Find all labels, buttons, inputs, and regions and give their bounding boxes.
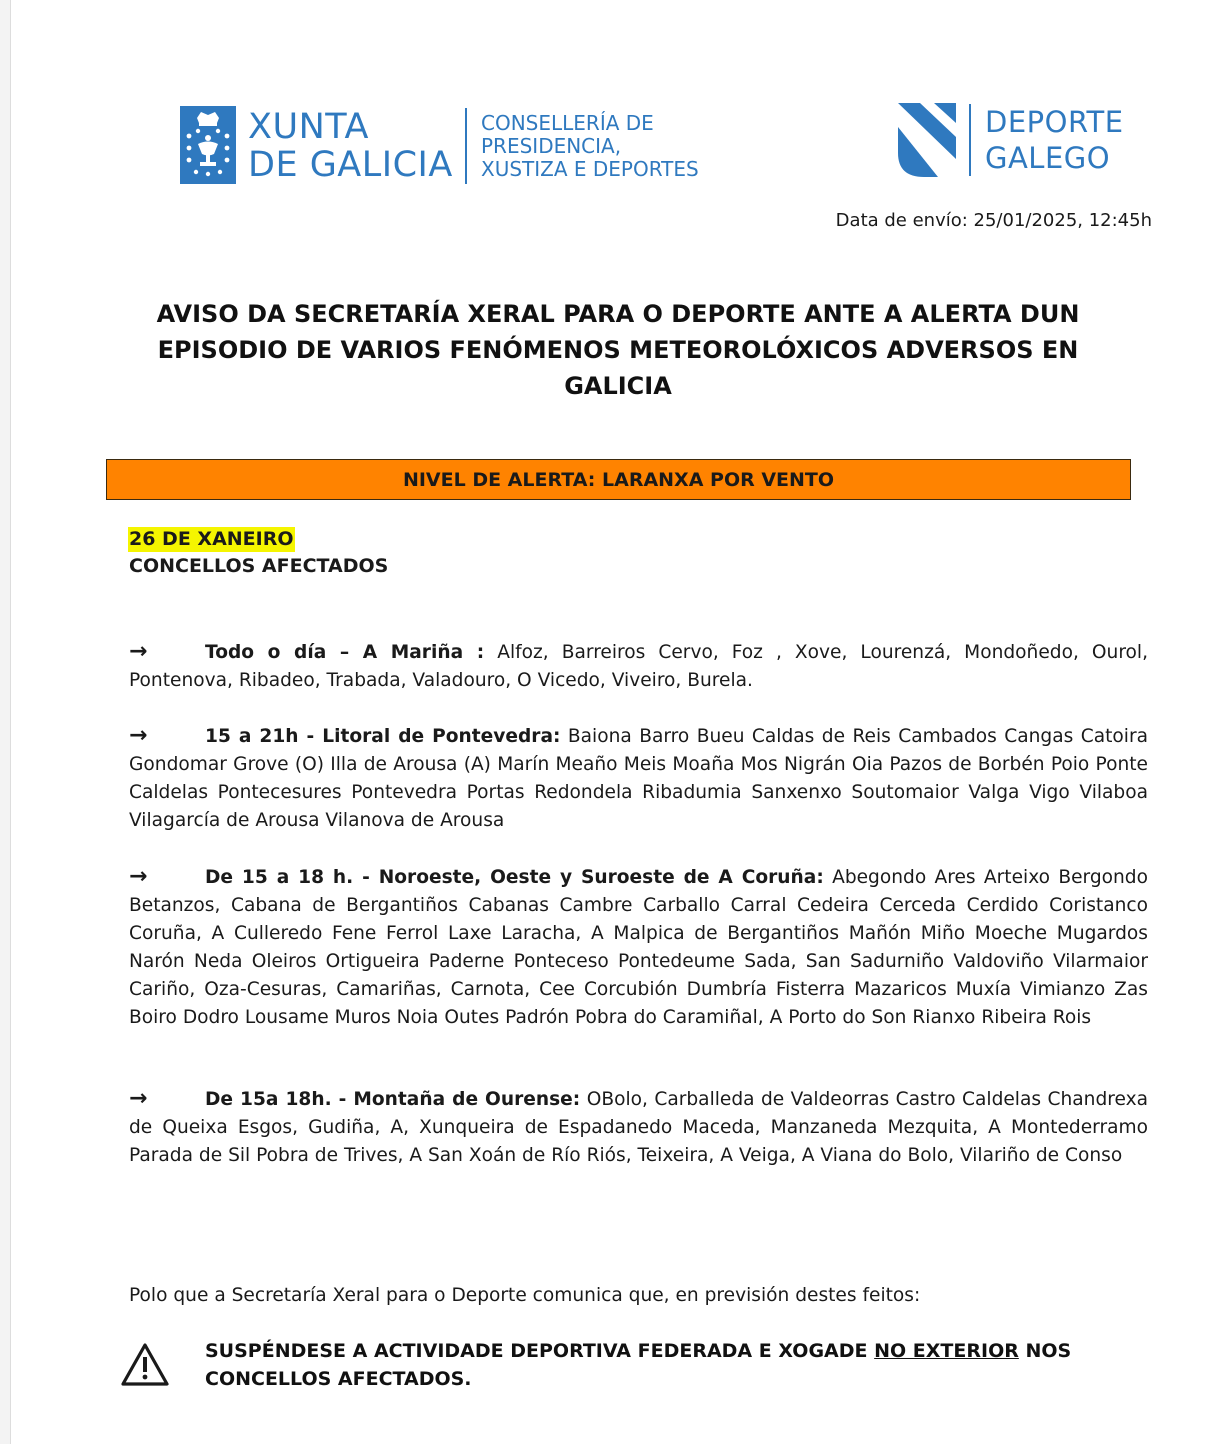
- suspension-notice: [205, 1337, 1105, 1393]
- affected-councils-heading: CONCELLOS AFECTADOS: [129, 555, 389, 577]
- closing-statement: Polo que a Secretaría Xeral para o Deporte comunica que, en previsión destes feitos:: [129, 1285, 921, 1306]
- zone-towns: Abegondo Ares Arteixo Bergondo Betanzos, Cabana de Bergantiños Cabanas Cambre Carballo Carral Cedeira Cerceda Cerdido Coristanco Coruña, A Culleredo Fene Ferrol Laxe Laracha, A Malpica de Bergantiños Mañón Miño Moeche Mugardos Narón Neda Oleiros Ortigueira Paderne Ponteceso Pontedeume Sada, San Sadurniño Valdoviño Vilarmaior Cariño, Oza-Cesuras, Camariñas, Carnota, Cee Corcubión Dumbría Fisterra Mazaricos Muxía Vimianzo Zas Boiro Dodro Lousame Muros Noia Outes Padrón Pobra do Caramiñal, A Porto do Son Rianxo Ribeira Rois: [129, 867, 1148, 1028]
- arrow-icon: →: [129, 639, 148, 664]
- arrow-icon: →: [129, 723, 148, 748]
- suspension-text-3: CONCELLOS AFECTADOS.: [205, 1368, 472, 1390]
- zone-montana-ourense: [129, 1085, 1148, 1170]
- consellaria-line-3: XUSTIZA E DEPORTES: [481, 157, 699, 181]
- zone-label: Todo o día – A Mariña :: [205, 642, 485, 663]
- zone-label: De 15a 18h. - Montaña de Ourense:: [205, 1089, 581, 1110]
- title-line-2: EPISODIO DE VARIOS FENÓMENOS METEOROLÓXICOS ADVERSOS EN: [157, 336, 1079, 364]
- xunta-line-1: XUNTA: [248, 107, 369, 147]
- warning-triangle-icon: [120, 1342, 170, 1388]
- arrow-icon: →: [129, 1086, 148, 1111]
- zone-litoral-pontevedra: [129, 722, 1148, 835]
- send-date: Data de envío: 25/01/2025, 12:45h: [835, 210, 1152, 231]
- xunta-line-2: DE GALICIA: [248, 145, 453, 185]
- suspension-text-2: NOS: [1025, 1340, 1072, 1362]
- arrow-icon: →: [129, 864, 148, 889]
- deporte-divider: [969, 104, 971, 176]
- title-line-1: AVISO DA SECRETARÍA XERAL PARA O DEPORTE ANTE A ALERTA DUN: [156, 300, 1080, 328]
- consellaria-wordmark: [481, 112, 699, 181]
- deporte-line-1: DEPORTE: [985, 105, 1124, 139]
- xunta-de-galicia-wordmark: [248, 108, 453, 184]
- deporte-line-2: GALEGO: [985, 141, 1111, 175]
- page-left-edge: [0, 0, 11, 1444]
- zone-towns: OBolo, Carballeda de Valdeorras Castro Caldelas Chandrexa de Queixa Esgos, Gudiña, A, Xunqueira de Espadanedo Maceda, Manzaneda Mezquita, A Montederramo Parada de Sil Pobra de Trives, A San Xoán de Río Riós, Teixeira, A Veiga, A Viana do Bolo, Vilariño de Conso: [129, 1089, 1148, 1166]
- zone-towns: Alfoz, Barreiros Cervo, Foz , Xove, Lourenzá, Mondoñedo, Ourol, Pontenova, Ribadeo, Trabada, Valadouro, O Vicedo, Viveiro, Burela.: [129, 642, 1149, 691]
- title-line-3: GALICIA: [564, 372, 672, 400]
- alert-level-banner: NIVEL DE ALERTA: LARANXA POR VENTO: [106, 459, 1131, 500]
- suspension-text-1: SUSPÉNDESE A ACTIVIDADE DEPORTIVA FEDERADA E XOGADE: [205, 1340, 868, 1362]
- deporte-galego-wordmark: [985, 104, 1124, 176]
- zone-label: 15 a 21h - Litoral de Pontevedra:: [205, 726, 561, 747]
- xunta-coat-of-arms-icon: [180, 106, 236, 184]
- zone-a-coruna: [129, 863, 1148, 1032]
- zone-label: De 15 a 18 h. - Noroeste, Oeste y Suroeste de A Coruña:: [205, 867, 824, 888]
- zone-a-marina: [129, 638, 1148, 695]
- consellaria-line-2: PRESIDENCIA,: [481, 134, 622, 158]
- zone-towns: Baiona Barro Bueu Caldas de Reis Cambados Cangas Catoira Gondomar Grove (O) Illa de Arousa (A) Marín Meaño Meis Moaña Mos Nigrán Oia Pazos de Borbén Poio Ponte Caldelas Pontecesures Pontevedra Portas Redondela Ribadumia Sanxenxo Soutomaior Valga Vigo Vilaboa Vilagarcía de Arousa Vilanova de Arousa: [129, 726, 1148, 831]
- suspension-underlined: NO EXTERIOR: [874, 1340, 1019, 1362]
- alert-date: 26 DE XANEIRO: [129, 528, 294, 550]
- document-title: [110, 296, 1126, 404]
- deporte-galego-logo-icon: [898, 103, 956, 177]
- consellaria-line-1: CONSELLERÍA DE: [481, 111, 654, 135]
- xunta-divider: [465, 108, 467, 184]
